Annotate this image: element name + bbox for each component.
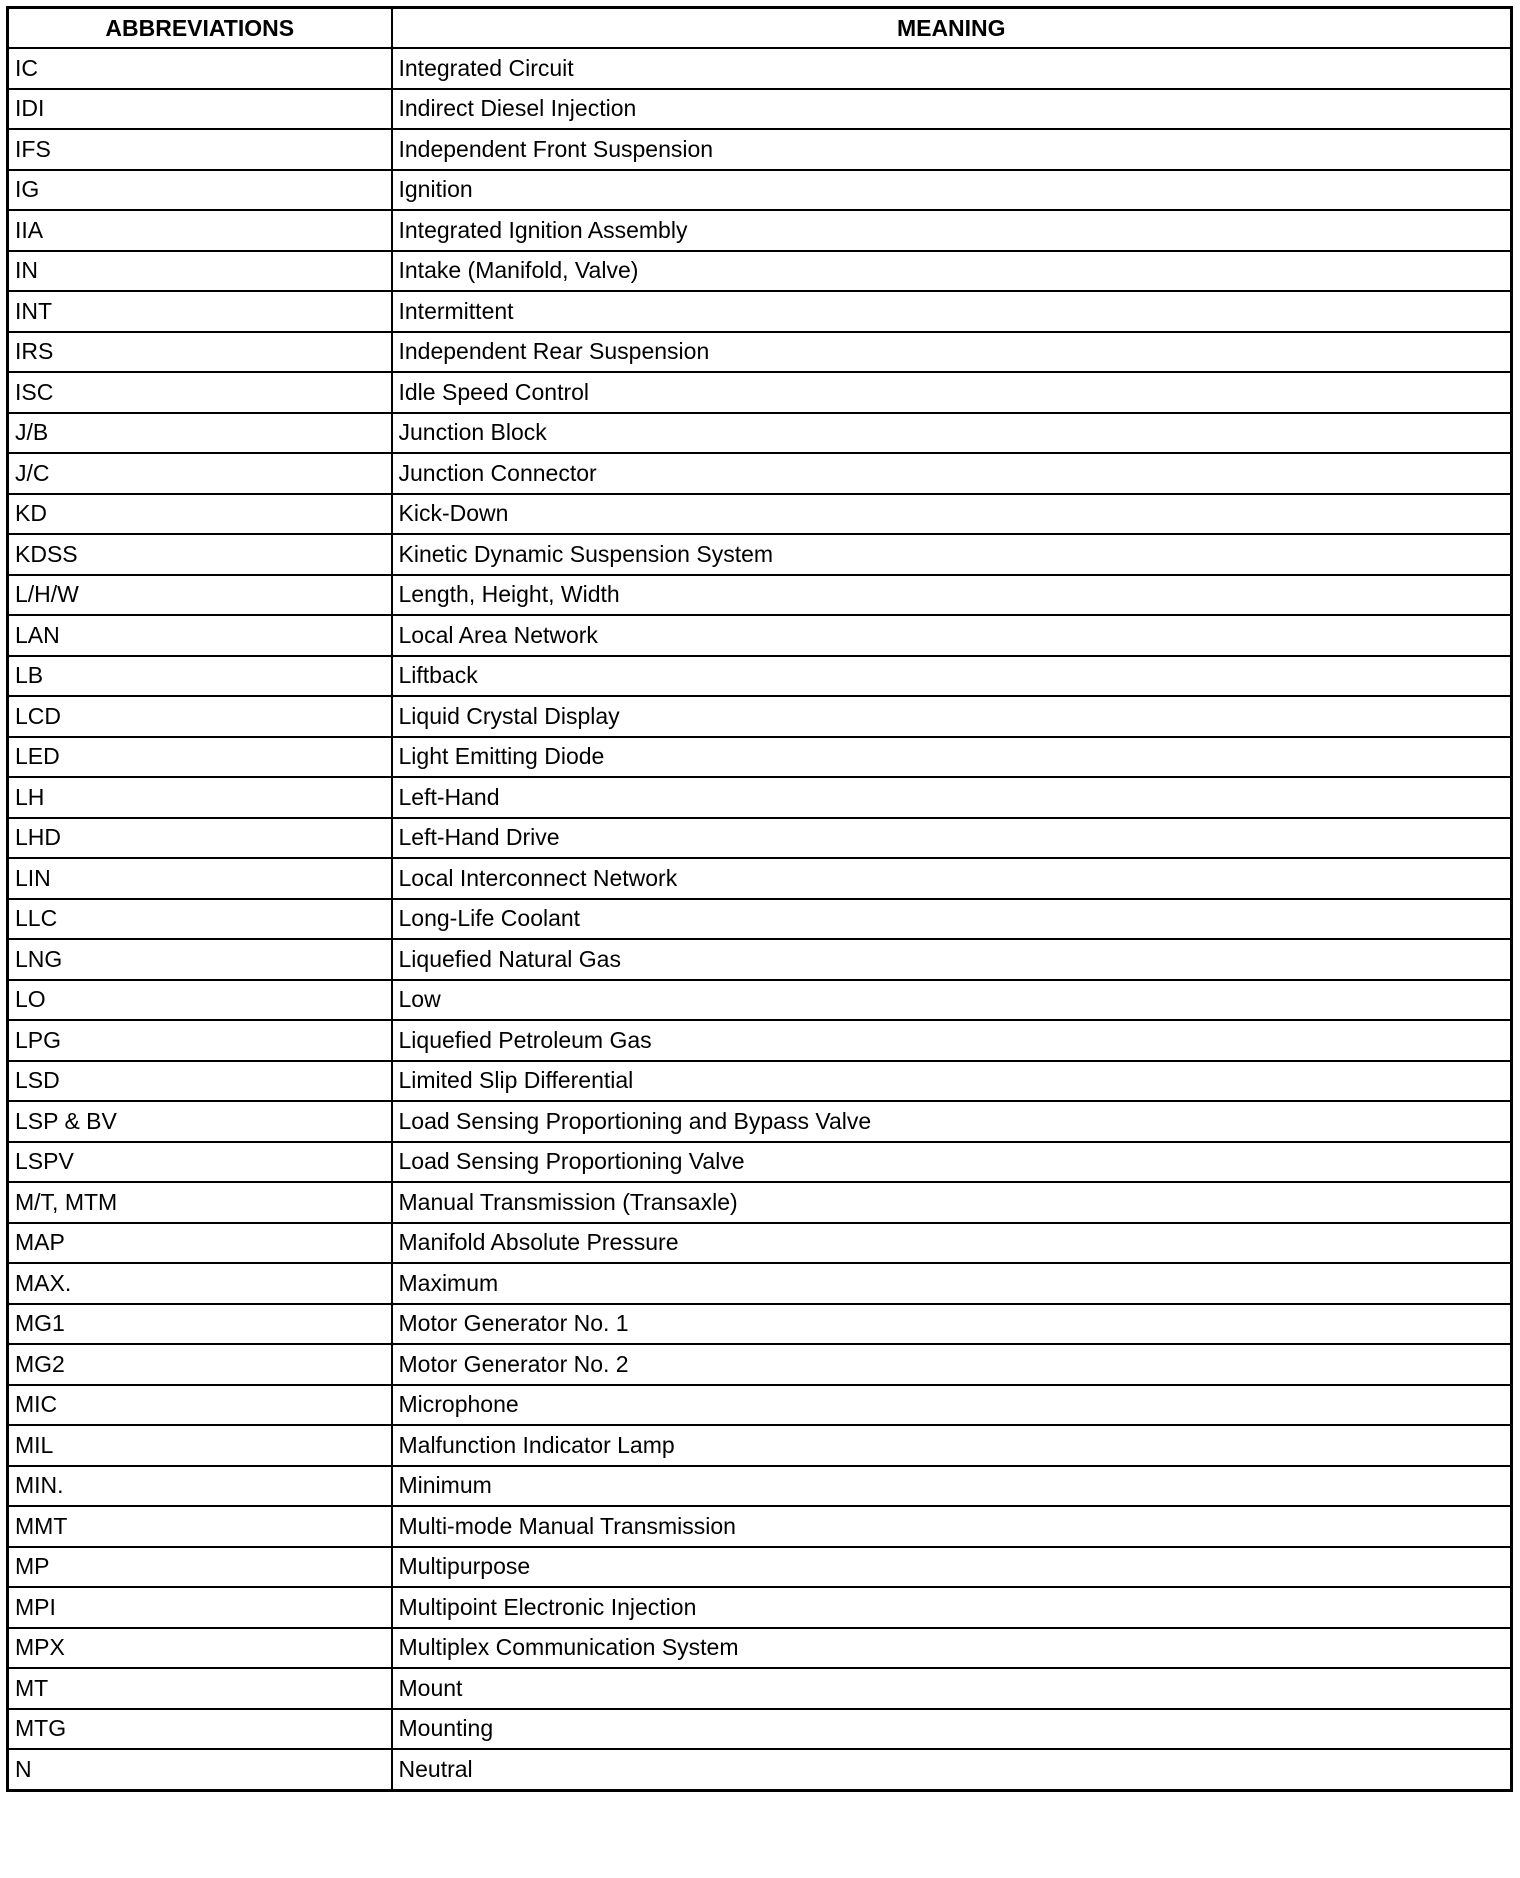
abbreviation-cell: MIL: [8, 1425, 392, 1466]
table-row: [8, 818, 1512, 859]
abbreviation-cell: LIN: [8, 858, 392, 899]
table-row: [8, 372, 1512, 413]
abbreviation-cell: MAP: [8, 1223, 392, 1264]
meaning-cell: Junction Block: [392, 413, 1512, 454]
table-row: [8, 1385, 1512, 1426]
table-row: [8, 1344, 1512, 1385]
meaning-cell: Microphone: [392, 1385, 1512, 1426]
meaning-cell: Intake (Manifold, Valve): [392, 251, 1512, 292]
abbreviation-cell: ISC: [8, 372, 392, 413]
table-row: [8, 1709, 1512, 1750]
abbreviation-cell: MG1: [8, 1304, 392, 1345]
table-body: [8, 48, 1512, 1790]
table-row: [8, 777, 1512, 818]
table-row: [8, 899, 1512, 940]
table-row: [8, 1466, 1512, 1507]
meaning-cell: Junction Connector: [392, 453, 1512, 494]
abbreviation-cell: MG2: [8, 1344, 392, 1385]
abbreviation-cell: IC: [8, 48, 392, 89]
meaning-cell: Low: [392, 980, 1512, 1021]
abbreviation-cell: LNG: [8, 939, 392, 980]
abbreviation-cell: LSD: [8, 1061, 392, 1102]
meaning-cell: Ignition: [392, 170, 1512, 211]
table-row: [8, 170, 1512, 211]
abbreviation-cell: IIA: [8, 210, 392, 251]
abbreviation-cell: J/C: [8, 453, 392, 494]
meaning-cell: Mount: [392, 1668, 1512, 1709]
table-row: [8, 696, 1512, 737]
meaning-cell: Kinetic Dynamic Suspension System: [392, 534, 1512, 575]
table-row: [8, 1506, 1512, 1547]
table-row: [8, 1425, 1512, 1466]
abbreviation-cell: IG: [8, 170, 392, 211]
table-row: [8, 1263, 1512, 1304]
abbreviation-cell: LSPV: [8, 1142, 392, 1183]
abbreviation-cell: LSP & BV: [8, 1101, 392, 1142]
abbreviation-cell: LH: [8, 777, 392, 818]
meaning-cell: Light Emitting Diode: [392, 737, 1512, 778]
table-row: [8, 575, 1512, 616]
abbreviation-cell: IN: [8, 251, 392, 292]
abbreviation-cell: MT: [8, 1668, 392, 1709]
meaning-cell: Neutral: [392, 1749, 1512, 1790]
abbreviation-cell: MMT: [8, 1506, 392, 1547]
abbreviation-cell: INT: [8, 291, 392, 332]
meaning-cell: Indirect Diesel Injection: [392, 89, 1512, 130]
meaning-cell: Load Sensing Proportioning Valve: [392, 1142, 1512, 1183]
meaning-cell: Integrated Circuit: [392, 48, 1512, 89]
table-row: [8, 1061, 1512, 1102]
table-row: [8, 1628, 1512, 1669]
table-row: [8, 1020, 1512, 1061]
abbreviation-cell: LB: [8, 656, 392, 697]
table-row: [8, 89, 1512, 130]
table-row: [8, 453, 1512, 494]
meaning-cell: Left-Hand: [392, 777, 1512, 818]
meaning-cell: Liquefied Natural Gas: [392, 939, 1512, 980]
table-row: [8, 656, 1512, 697]
meaning-cell: Load Sensing Proportioning and Bypass Valve: [392, 1101, 1512, 1142]
abbreviation-cell: J/B: [8, 413, 392, 454]
meaning-cell: Kick-Down: [392, 494, 1512, 535]
table-row: [8, 737, 1512, 778]
table-row: [8, 129, 1512, 170]
table-row: [8, 413, 1512, 454]
abbreviation-cell: LHD: [8, 818, 392, 859]
table-row: [8, 1547, 1512, 1588]
abbreviation-cell: KDSS: [8, 534, 392, 575]
abbreviation-cell: LPG: [8, 1020, 392, 1061]
table-row: [8, 291, 1512, 332]
meaning-cell: Multipurpose: [392, 1547, 1512, 1588]
meaning-cell: Multipoint Electronic Injection: [392, 1587, 1512, 1628]
abbreviation-cell: MPI: [8, 1587, 392, 1628]
abbreviation-cell: LED: [8, 737, 392, 778]
table-row: [8, 939, 1512, 980]
table-row: [8, 980, 1512, 1021]
meaning-cell: Intermittent: [392, 291, 1512, 332]
meaning-cell: Malfunction Indicator Lamp: [392, 1425, 1512, 1466]
meaning-cell: Length, Height, Width: [392, 575, 1512, 616]
abbreviations-sheet: [6, 6, 1510, 1792]
table-row: [8, 48, 1512, 89]
table-row: [8, 332, 1512, 373]
abbreviation-cell: IFS: [8, 129, 392, 170]
abbreviation-cell: LO: [8, 980, 392, 1021]
abbreviation-cell: MP: [8, 1547, 392, 1588]
meaning-cell: Liftback: [392, 656, 1512, 697]
abbreviation-cell: M/T, MTM: [8, 1182, 392, 1223]
table-header: [8, 8, 1512, 49]
meaning-cell: Independent Rear Suspension: [392, 332, 1512, 373]
abbreviation-cell: MIC: [8, 1385, 392, 1426]
abbreviation-cell: L/H/W: [8, 575, 392, 616]
abbreviations-column-header: ABBREVIATIONS: [8, 8, 392, 49]
meaning-cell: Manual Transmission (Transaxle): [392, 1182, 1512, 1223]
table-row: [8, 1101, 1512, 1142]
meaning-cell: Minimum: [392, 1466, 1512, 1507]
meaning-cell: Liquid Crystal Display: [392, 696, 1512, 737]
table-row: [8, 534, 1512, 575]
meaning-cell: Left-Hand Drive: [392, 818, 1512, 859]
table-row: [8, 1182, 1512, 1223]
abbreviation-cell: LAN: [8, 615, 392, 656]
table-row: [8, 1142, 1512, 1183]
table-row: [8, 1749, 1512, 1790]
abbreviation-cell: MAX.: [8, 1263, 392, 1304]
meaning-cell: Limited Slip Differential: [392, 1061, 1512, 1102]
table-row: [8, 615, 1512, 656]
table-row: [8, 1668, 1512, 1709]
table-row: [8, 1304, 1512, 1345]
meaning-cell: Multiplex Communication System: [392, 1628, 1512, 1669]
abbreviation-cell: MPX: [8, 1628, 392, 1669]
abbreviation-cell: KD: [8, 494, 392, 535]
abbreviation-cell: N: [8, 1749, 392, 1790]
abbreviation-cell: LLC: [8, 899, 392, 940]
abbreviation-cell: MTG: [8, 1709, 392, 1750]
meaning-cell: Motor Generator No. 2: [392, 1344, 1512, 1385]
meaning-cell: Mounting: [392, 1709, 1512, 1750]
meaning-cell: Multi-mode Manual Transmission: [392, 1506, 1512, 1547]
table-row: [8, 494, 1512, 535]
meaning-cell: Manifold Absolute Pressure: [392, 1223, 1512, 1264]
meaning-cell: Independent Front Suspension: [392, 129, 1512, 170]
meaning-cell: Integrated Ignition Assembly: [392, 210, 1512, 251]
table-row: [8, 1587, 1512, 1628]
meaning-cell: Local Interconnect Network: [392, 858, 1512, 899]
meaning-cell: Idle Speed Control: [392, 372, 1512, 413]
meaning-cell: Local Area Network: [392, 615, 1512, 656]
meaning-cell: Liquefied Petroleum Gas: [392, 1020, 1512, 1061]
meaning-cell: Motor Generator No. 1: [392, 1304, 1512, 1345]
meaning-column-header: MEANING: [392, 8, 1512, 49]
table-row: [8, 1223, 1512, 1264]
meaning-cell: Maximum: [392, 1263, 1512, 1304]
header-row: [8, 8, 1512, 49]
abbreviation-cell: LCD: [8, 696, 392, 737]
abbreviation-cell: IDI: [8, 89, 392, 130]
table-row: [8, 210, 1512, 251]
abbreviation-cell: MIN.: [8, 1466, 392, 1507]
abbreviation-cell: IRS: [8, 332, 392, 373]
table-row: [8, 858, 1512, 899]
meaning-cell: Long-Life Coolant: [392, 899, 1512, 940]
abbreviations-table: [6, 6, 1513, 1792]
table-row: [8, 251, 1512, 292]
